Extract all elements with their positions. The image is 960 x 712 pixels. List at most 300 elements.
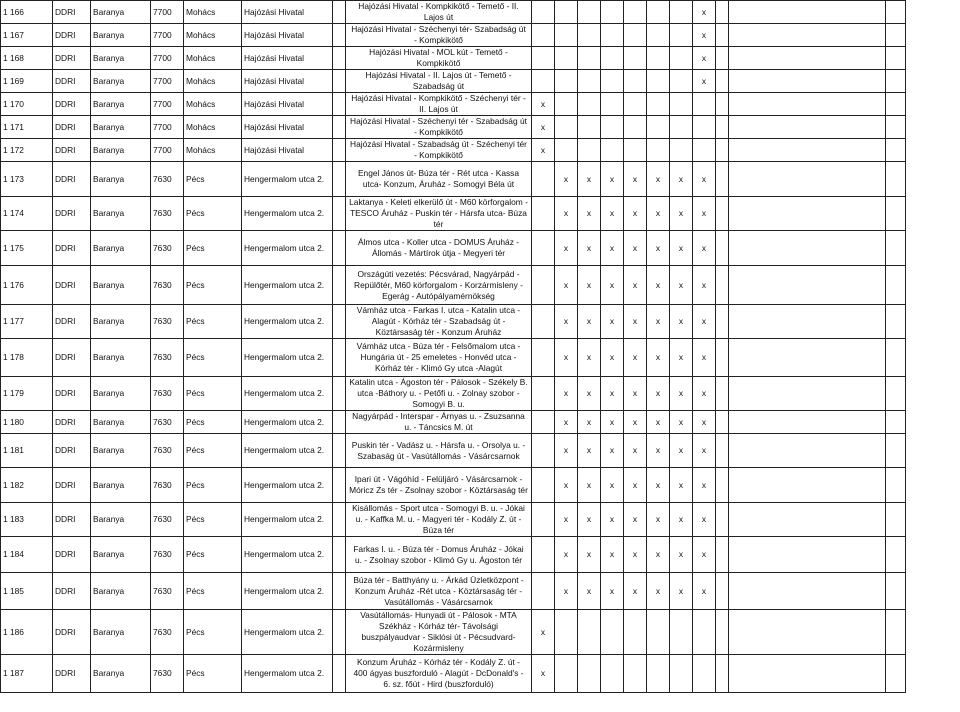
route-cell: Hajózási Hivatal - Széchenyi tér- Szabadság út - Kompkikötő [346,24,532,47]
mark-cell [578,139,601,162]
mark-cell: x [693,377,716,411]
mark-cell: x [578,266,601,305]
mark-cell [555,70,578,93]
address-cell: Hajózási Hivatal [242,70,333,93]
county-cell: Baranya [91,655,151,693]
city-cell: Pécs [184,503,242,537]
notes-cell [729,70,886,93]
county-cell: Baranya [91,197,151,231]
org-cell: DDRI [53,537,91,573]
mark-cell [624,70,647,93]
spacer-cell [716,573,729,610]
mark-cell: x [532,116,555,139]
mark-cell: x [670,231,693,266]
mark-cell: x [601,231,624,266]
mark-cell [532,434,555,468]
mark-cell [532,377,555,411]
org-cell: DDRI [53,411,91,434]
mark-cell [555,116,578,139]
address-cell: Hengermalom utca 2. [242,162,333,197]
mark-cell [624,116,647,139]
county-cell: Baranya [91,70,151,93]
edge-cell [886,610,906,655]
mark-cell: x [601,266,624,305]
spacer-cell [333,93,346,116]
mark-cell: x [624,339,647,377]
spacer-cell [716,1,729,24]
zip-cell: 7630 [151,655,184,693]
spacer-cell [716,655,729,693]
zip-cell: 7630 [151,503,184,537]
mark-cell [532,537,555,573]
table-row [1,305,906,339]
org-cell: DDRI [53,70,91,93]
mark-cell [601,139,624,162]
mark-cell: x [578,411,601,434]
mark-cell: x [693,24,716,47]
mark-cell: x [624,162,647,197]
edge-cell [886,162,906,197]
route-cell: Katalin utca - Ágoston tér - Pálosok - Székely B. utca -Báthory u. - Petőfi u. - Zolnay szobor - Somogyi B. u. [346,377,532,411]
mark-cell: x [555,573,578,610]
mark-cell [601,610,624,655]
row-number-cell: 1 172 [1,139,53,162]
city-cell: Mohács [184,116,242,139]
county-cell: Baranya [91,434,151,468]
mark-cell: x [624,434,647,468]
mark-cell: x [532,655,555,693]
spacer-cell [716,434,729,468]
notes-cell [729,434,886,468]
mark-cell [624,24,647,47]
mark-cell [670,116,693,139]
table-row [1,116,906,139]
address-cell: Hajózási Hivatal [242,93,333,116]
route-cell: Puskin tér - Vadász u. - Hársfa u. - Orsolya u. - Szabaság út - Vasútállomás - Vásárcsarnok [346,434,532,468]
mark-cell [532,24,555,47]
spacer-cell [716,305,729,339]
address-cell: Hengermalom utca 2. [242,197,333,231]
city-cell: Mohács [184,47,242,70]
address-cell: Hengermalom utca 2. [242,377,333,411]
spacer-cell [333,139,346,162]
row-number-cell: 1 168 [1,47,53,70]
org-cell: DDRI [53,655,91,693]
row-number-cell: 1 175 [1,231,53,266]
org-cell: DDRI [53,377,91,411]
spacer-cell [716,70,729,93]
zip-cell: 7630 [151,231,184,266]
route-cell: Hajózási Hivatal - Kompkikötő - Temető - II. Lajos út [346,1,532,24]
mark-cell [647,116,670,139]
county-cell: Baranya [91,231,151,266]
edge-cell [886,24,906,47]
table-row [1,434,906,468]
table-row [1,197,906,231]
notes-cell [729,305,886,339]
table-row [1,503,906,537]
city-cell: Pécs [184,231,242,266]
org-cell: DDRI [53,24,91,47]
route-cell: Országúti vezetés: Pécsvárad, Nagyárpád - Repülőtér, M60 körforgalom - Korzármisleny - Egerág - Autópályamérnökség [346,266,532,305]
mark-cell [578,1,601,24]
mark-cell: x [555,411,578,434]
mark-cell: x [693,434,716,468]
mark-cell: x [693,411,716,434]
spacer-cell [716,139,729,162]
spacer-cell [333,610,346,655]
spacer-cell [716,537,729,573]
row-number-cell: 1 166 [1,1,53,24]
city-cell: Pécs [184,411,242,434]
table-row [1,231,906,266]
mark-cell [532,573,555,610]
edge-cell [886,116,906,139]
mark-cell: x [601,411,624,434]
org-cell: DDRI [53,610,91,655]
mark-cell: x [624,266,647,305]
mark-cell: x [647,162,670,197]
city-cell: Pécs [184,162,242,197]
county-cell: Baranya [91,573,151,610]
spacer-cell [716,24,729,47]
notes-cell [729,573,886,610]
mark-cell: x [693,305,716,339]
city-cell: Mohács [184,24,242,47]
mark-cell: x [601,537,624,573]
city-cell: Mohács [184,70,242,93]
mark-cell: x [601,377,624,411]
mark-cell: x [532,610,555,655]
zip-cell: 7630 [151,305,184,339]
county-cell: Baranya [91,537,151,573]
mark-cell [532,197,555,231]
mark-cell: x [670,377,693,411]
org-cell: DDRI [53,503,91,537]
mark-cell: x [578,377,601,411]
address-cell: Hajózási Hivatal [242,24,333,47]
row-number-cell: 1 173 [1,162,53,197]
mark-cell: x [624,468,647,503]
row-number-cell: 1 167 [1,24,53,47]
row-number-cell: 1 177 [1,305,53,339]
org-cell: DDRI [53,47,91,70]
org-cell: DDRI [53,139,91,162]
mark-cell: x [647,231,670,266]
city-cell: Pécs [184,197,242,231]
mark-cell [670,70,693,93]
route-cell: Laktanya - Keleti elkerülő út - M60 körforgalom - TESCO Áruház - Puskin tér - Hársfa utca- Búza tér [346,197,532,231]
county-cell: Baranya [91,610,151,655]
mark-cell: x [555,266,578,305]
mark-cell [624,139,647,162]
table-row [1,573,906,610]
org-cell: DDRI [53,93,91,116]
address-cell: Hengermalom utca 2. [242,537,333,573]
address-cell: Hengermalom utca 2. [242,266,333,305]
mark-cell: x [624,231,647,266]
route-cell: Nagyárpád - Interspar - Árnyas u. - Zsuzsanna u. - Táncsics M. út [346,411,532,434]
spacer-cell [716,266,729,305]
mark-cell [693,93,716,116]
row-number-cell: 1 181 [1,434,53,468]
spacer-cell [333,411,346,434]
notes-cell [729,655,886,693]
mark-cell: x [601,434,624,468]
mark-cell [532,468,555,503]
mark-cell [532,266,555,305]
mark-cell [578,610,601,655]
mark-cell: x [693,231,716,266]
county-cell: Baranya [91,468,151,503]
mark-cell [555,655,578,693]
mark-cell: x [624,377,647,411]
address-cell: Hengermalom utca 2. [242,573,333,610]
route-cell: Hajózási Hivatal - Széchenyi tér - Szabadság út - Kompkikötő [346,116,532,139]
zip-cell: 7700 [151,139,184,162]
org-cell: DDRI [53,197,91,231]
table-row [1,468,906,503]
mark-cell [555,93,578,116]
spacer-cell [333,162,346,197]
spacer-cell [333,537,346,573]
org-cell: DDRI [53,116,91,139]
mark-cell: x [624,197,647,231]
mark-cell [578,116,601,139]
mark-cell: x [555,162,578,197]
table-row [1,377,906,411]
mark-cell [647,24,670,47]
mark-cell: x [670,411,693,434]
mark-cell: x [555,231,578,266]
mark-cell: x [601,305,624,339]
mark-cell: x [578,468,601,503]
spacer-cell [333,116,346,139]
mark-cell: x [601,339,624,377]
mark-cell: x [670,305,693,339]
mark-cell [601,655,624,693]
mark-cell: x [578,305,601,339]
row-number-cell: 1 182 [1,468,53,503]
row-number-cell: 1 187 [1,655,53,693]
spacer-cell [333,573,346,610]
mark-cell: x [624,573,647,610]
city-cell: Mohács [184,1,242,24]
mark-cell [555,610,578,655]
row-number-cell: 1 185 [1,573,53,610]
mark-cell: x [670,503,693,537]
mark-cell: x [578,537,601,573]
zip-cell: 7630 [151,610,184,655]
mark-cell: x [693,503,716,537]
address-cell: Hajózási Hivatal [242,47,333,70]
spacer-cell [716,610,729,655]
mark-cell [601,93,624,116]
mark-cell [555,47,578,70]
notes-cell [729,231,886,266]
notes-cell [729,377,886,411]
mark-cell: x [693,537,716,573]
spacer-cell [333,24,346,47]
address-cell: Hengermalom utca 2. [242,434,333,468]
route-cell: Konzum Áruház - Kórház tér - Kodály Z. út - 400 ágyas buszforduló - Alagút - DcDonald's - 6. sz. főút - Hird (buszforduló) [346,655,532,693]
mark-cell: x [578,231,601,266]
mark-cell: x [693,339,716,377]
county-cell: Baranya [91,503,151,537]
mark-cell: x [670,339,693,377]
county-cell: Baranya [91,339,151,377]
mark-cell [578,47,601,70]
mark-cell [532,70,555,93]
address-cell: Hengermalom utca 2. [242,503,333,537]
zip-cell: 7700 [151,24,184,47]
mark-cell [555,24,578,47]
route-cell: Álmos utca - Koller utca - DOMUS Áruház - Állomás - Mártírok útja - Megyeri tér [346,231,532,266]
notes-cell [729,197,886,231]
spacer-cell [716,377,729,411]
table-row [1,162,906,197]
address-cell: Hengermalom utca 2. [242,610,333,655]
spacer-cell [716,339,729,377]
table-row [1,537,906,573]
mark-cell: x [532,139,555,162]
city-cell: Mohács [184,139,242,162]
table-row [1,139,906,162]
mark-cell [647,655,670,693]
zip-cell: 7700 [151,116,184,139]
org-cell: DDRI [53,468,91,503]
mark-cell [693,655,716,693]
mark-cell [601,1,624,24]
org-cell: DDRI [53,339,91,377]
row-number-cell: 1 180 [1,411,53,434]
spacer-cell [333,1,346,24]
row-number-cell: 1 183 [1,503,53,537]
address-cell: Hengermalom utca 2. [242,339,333,377]
mark-cell [670,24,693,47]
notes-cell [729,1,886,24]
spacer-cell [716,116,729,139]
mark-cell [555,1,578,24]
table-row [1,47,906,70]
row-number-cell: 1 170 [1,93,53,116]
spacer-cell [333,503,346,537]
mark-cell: x [555,197,578,231]
county-cell: Baranya [91,266,151,305]
spacer-cell [333,468,346,503]
mark-cell: x [601,573,624,610]
notes-cell [729,503,886,537]
spacer-cell [716,162,729,197]
route-cell: Vámház utca - Farkas I. utca - Katalin utca - Alagút - Kórház tér - Szabadság út - Köztársaság tér - Konzum Áruház [346,305,532,339]
mark-cell: x [647,339,670,377]
mark-cell [532,231,555,266]
edge-cell [886,655,906,693]
mark-cell: x [693,47,716,70]
mark-cell: x [624,537,647,573]
city-cell: Pécs [184,468,242,503]
notes-cell [729,162,886,197]
row-number-cell: 1 179 [1,377,53,411]
zip-cell: 7630 [151,162,184,197]
edge-cell [886,537,906,573]
county-cell: Baranya [91,24,151,47]
mark-cell: x [647,573,670,610]
org-cell: DDRI [53,1,91,24]
spacer-cell [716,468,729,503]
address-cell: Hajózási Hivatal [242,1,333,24]
zip-cell: 7630 [151,468,184,503]
spacer-cell [716,93,729,116]
mark-cell [670,139,693,162]
spacer-cell [333,47,346,70]
row-number-cell: 1 178 [1,339,53,377]
mark-cell [647,610,670,655]
mark-cell [601,47,624,70]
city-cell: Mohács [184,93,242,116]
notes-cell [729,411,886,434]
mark-cell [624,1,647,24]
mark-cell: x [647,377,670,411]
notes-cell [729,93,886,116]
mark-cell: x [624,503,647,537]
edge-cell [886,70,906,93]
route-cell: Búza tér - Batthyány u. - Árkád Üzletközpont - Konzum Áruház -Rét utca - Köztársaság tér - Vasútállomás - Vásárcsarnok [346,573,532,610]
table-row [1,339,906,377]
org-cell: DDRI [53,434,91,468]
mark-cell [670,655,693,693]
mark-cell [647,47,670,70]
county-cell: Baranya [91,411,151,434]
zip-cell: 7630 [151,537,184,573]
mark-cell: x [647,411,670,434]
address-cell: Hajózási Hivatal [242,116,333,139]
mark-cell [578,655,601,693]
county-cell: Baranya [91,139,151,162]
edge-cell [886,377,906,411]
spacer-cell [333,266,346,305]
zip-cell: 7700 [151,70,184,93]
edge-cell [886,468,906,503]
zip-cell: 7700 [151,1,184,24]
city-cell: Pécs [184,573,242,610]
county-cell: Baranya [91,377,151,411]
mark-cell [670,1,693,24]
route-cell: Ipari út - Vágóhíd - Felüljáró - Vásárcsarnok - Móricz Zs tér - Zsolnay szobor - Köztársaság tér [346,468,532,503]
mark-cell: x [693,162,716,197]
org-cell: DDRI [53,231,91,266]
mark-cell [624,610,647,655]
mark-cell: x [647,266,670,305]
county-cell: Baranya [91,47,151,70]
mark-cell [532,503,555,537]
edge-cell [886,231,906,266]
spacer-cell [333,655,346,693]
mark-cell [670,610,693,655]
mark-cell: x [601,162,624,197]
notes-cell [729,537,886,573]
zip-cell: 7630 [151,377,184,411]
mark-cell: x [693,468,716,503]
zip-cell: 7630 [151,411,184,434]
mark-cell [555,139,578,162]
mark-cell [578,70,601,93]
mark-cell [647,1,670,24]
mark-cell: x [647,305,670,339]
spacer-cell [716,231,729,266]
edge-cell [886,266,906,305]
mark-cell [670,93,693,116]
